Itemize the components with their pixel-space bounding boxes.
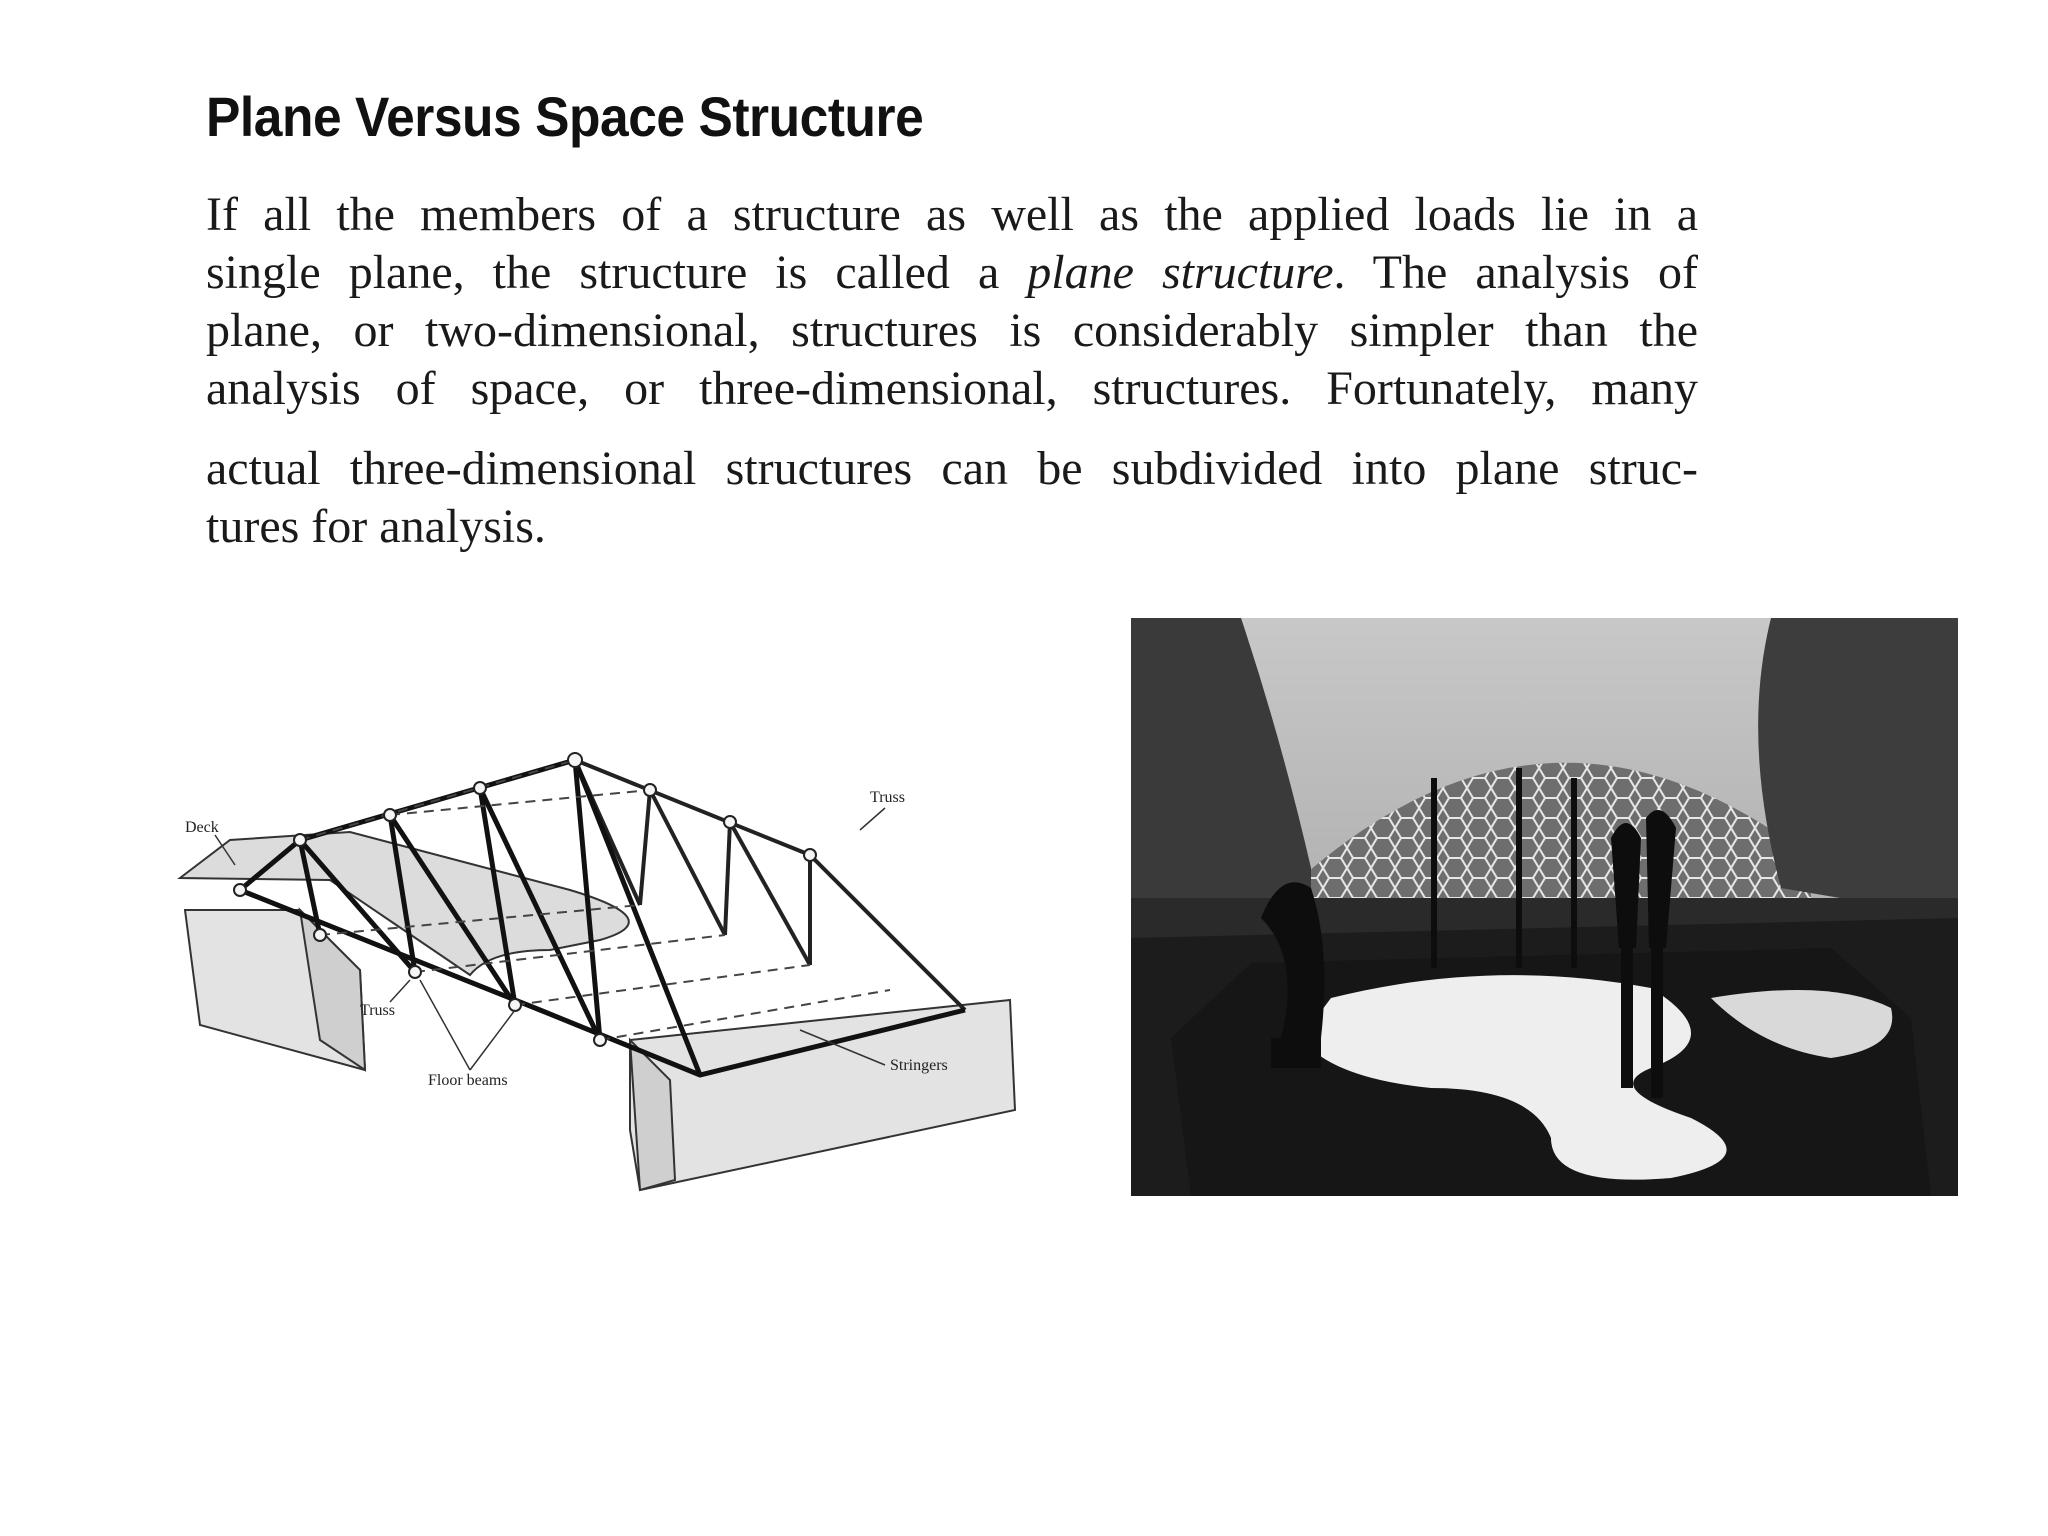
label-deck: Deck <box>185 819 219 836</box>
emphasis-term: plane structure <box>1027 246 1334 299</box>
label-truss-bottom: Truss <box>360 1002 395 1019</box>
paragraph-line: plane, or two-dimensional, structures is considerably simpler than the <box>206 304 1698 357</box>
trees-right <box>1758 618 1958 918</box>
paragraph-line: analysis of space, or three-dimensional, structures. Fortunately, many <box>206 362 1698 415</box>
truss-bridge-diagram <box>170 740 1040 1200</box>
label-floor-beams: Floor beams <box>428 1072 508 1089</box>
dome-photograph <box>1131 618 1958 1196</box>
paragraph-line: tures for analysis. <box>206 500 546 553</box>
far-truss <box>575 760 965 1010</box>
label-truss-top: Truss <box>870 789 905 806</box>
paragraph-line: If all the members of a structure as well as the applied loads lie in a <box>206 188 1698 241</box>
paragraph-line: single plane, the structure is called a plane structure. The analysis of <box>206 246 1698 299</box>
body-paragraph-continued <box>206 440 1698 556</box>
body-paragraph <box>206 186 1698 418</box>
label-stringers: Stringers <box>890 1057 948 1074</box>
paragraph-line: actual three-dimensional structures can be subdivided into plane struc- <box>206 442 1698 495</box>
section-heading: Plane Versus Space Structure <box>206 85 924 148</box>
